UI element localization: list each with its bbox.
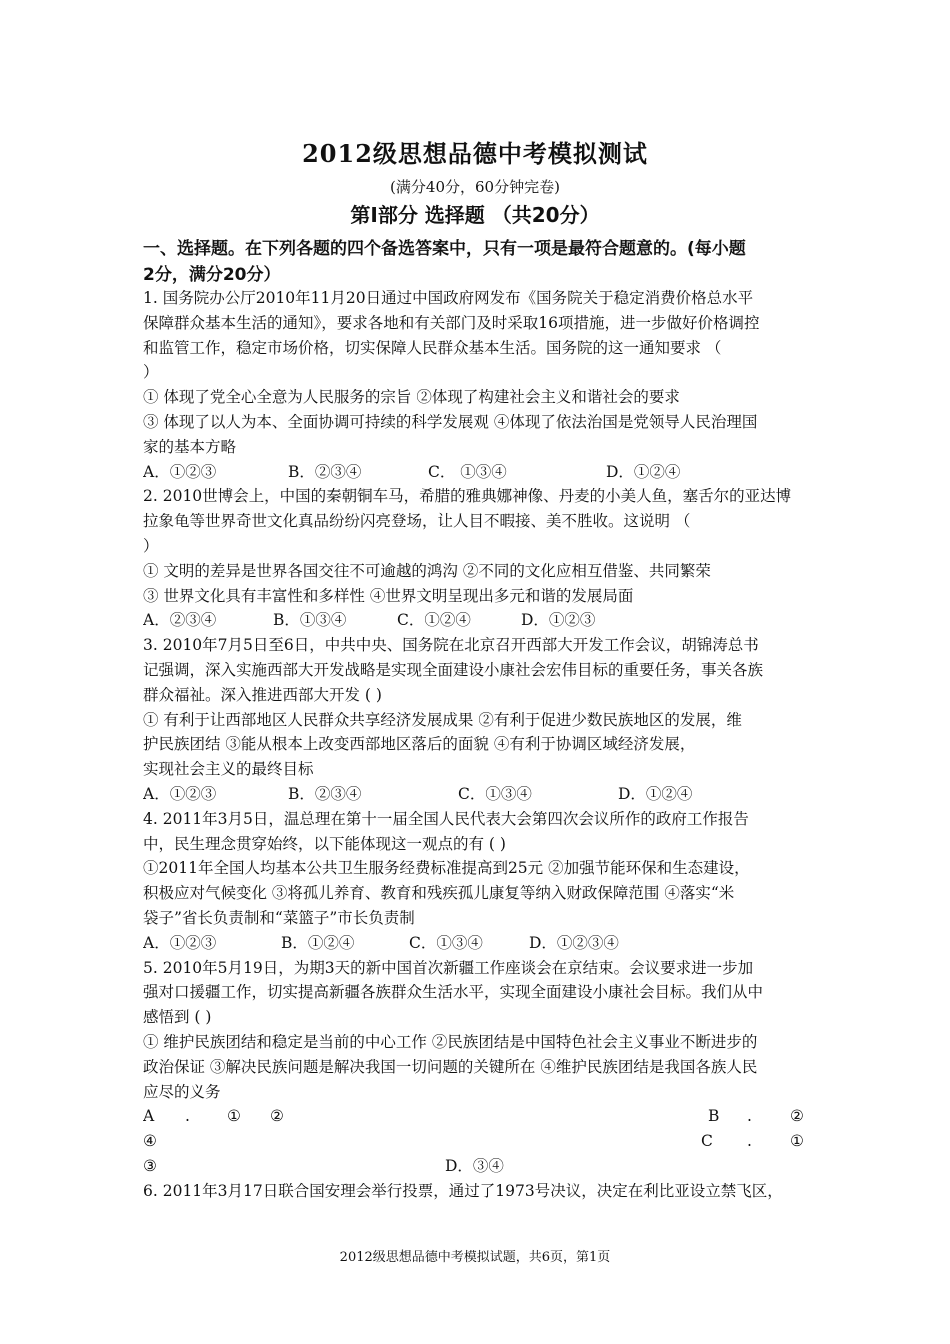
q1-option-a: A．①②③ [143, 462, 217, 481]
q2-line: 拉象龟等世界奇世文化真品纷纷闪亮登场，让人目不暇接、美不胜收。这说明 （ [143, 512, 691, 531]
q2-option-b: B．①③④ [273, 611, 347, 630]
q2-line: ） [143, 536, 159, 555]
q4-line: ①2011年全国人均基本公共卫生服务经费标准提高到25元 ②加强节能环保和生态建设， [143, 859, 750, 878]
q5-line: 感悟到 ( ) [143, 1008, 212, 1027]
q5-option-a-n1: ① [227, 1107, 241, 1126]
q1-line: 家的基本方略 [143, 437, 237, 456]
q1-option-c: C． ①③④ [428, 462, 507, 481]
q6-line: 6. 2011年3月17日联合国安理会举行投票，通过了1973号决议，决定在利比亚设立禁飞区， [143, 1181, 783, 1200]
q3-options [143, 782, 813, 807]
q5-option-b-n1: ② [790, 1107, 804, 1126]
q5-option-c-dot: . [747, 1132, 752, 1151]
q1-line: 1. 国务院办公厅2010年11月20日通过中国政府网发布《国务院关于稳定消费价格总水平 [143, 289, 754, 307]
q3-option-d: D．①②④ [618, 784, 693, 803]
q4-line: 中，民生理念贯穿始终，以下能体现这一观点的有 ( ) [143, 834, 506, 853]
q3-line: 实现社会主义的最终目标 [143, 760, 314, 779]
q5-option-c-n1: ① [790, 1132, 804, 1151]
q2-options [143, 608, 813, 633]
q2-option-d: D．①②③ [521, 611, 596, 630]
q1-line: ③ 体现了以人为本、全面协调可持续的科学发展观 ④体现了依法治国是党领导人民治理国 [143, 412, 758, 431]
q5-option-b-letter: B [708, 1107, 720, 1126]
q5-line: 政治保证 ③解决民族问题是解决我国一切问题的关键所在 ④维护民族团结是我国各族人民 [143, 1057, 758, 1076]
q3-line: 护民族团结 ③能从根本上改变西部地区落后的面貌 ④有利于协调区域经济发展， [143, 735, 696, 754]
q5-options-row3 [143, 1154, 813, 1179]
q5-option-b-dot: . [747, 1107, 752, 1126]
q4-options [143, 931, 813, 956]
question-body [143, 286, 813, 1203]
q2-option-a: A．②③④ [143, 611, 217, 630]
q3-option-b: B．②③④ [288, 784, 362, 803]
q5-option-c-n2: ③ [143, 1156, 157, 1175]
q5-options-row1 [143, 1104, 813, 1129]
q3-line: 3. 2010年7月5日至6日，中共中央、国务院在北京召开西部大开发工作会议，胡锦涛总书 [143, 636, 759, 655]
q5-option-a-n2: ② [270, 1107, 284, 1126]
q2-option-c: C．①②④ [397, 611, 471, 630]
q5-line: 强对口援疆工作，切实提高新疆各族群众生活水平，实现全面建设小康社会目标。我们从中 [143, 983, 764, 1002]
page-title: 2012级思想品德中考模拟测试 [302, 139, 648, 168]
q4-option-b: B．①②④ [281, 933, 355, 952]
q2-line: 2. 2010世博会上，中国的秦朝铜车马，希腊的雅典娜神像、丹麦的小美人鱼，塞舌尔的亚达博 [143, 487, 792, 506]
section-line: 2分，满分20分） [143, 265, 281, 285]
q1-option-b: B．②③④ [288, 462, 362, 481]
q1-line: 保障群众基本生活的通知》，要求各地和有关部门及时采取16项措施，进一步做好价格调控 [143, 313, 760, 332]
q4-line: 袋子”省长负责制和“菜篮子”市长负责制 [143, 908, 415, 927]
q5-line: 应尽的义务 [143, 1082, 221, 1101]
q3-line: 群众福祉。深入推进西部大开发 ( ) [143, 685, 382, 704]
q1-line: ） [143, 363, 159, 382]
q5-option-b-n2: ④ [143, 1132, 157, 1151]
section-instructions [143, 236, 813, 288]
q4-line: 积极应对气候变化 ③将孤儿养育、教育和残疾孤儿康复等纳入财政保障范围 ④落实“米 [143, 884, 735, 903]
q4-line: 4. 2011年3月5日，温总理在第十一届全国人民代表大会第四次会议所作的政府工作报告 [143, 809, 749, 828]
q5-line: 5. 2010年5月19日，为期3天的新中国首次新疆工作座谈会在京结束。会议要求进一步加 [143, 958, 754, 977]
q1-line: ① 体现了党全心全意为人民服务的宗旨 ②体现了构建社会主义和谐社会的要求 [143, 388, 680, 407]
q3-line: 记强调，深入实施西部大开发战略是实现全面建设小康社会宏伟目标的重要任务，事关各族 [143, 660, 764, 679]
q4-option-a: A．①②③ [143, 933, 217, 952]
q5-option-a-letter: A [143, 1107, 155, 1126]
q5-option-c-letter: C [701, 1132, 713, 1151]
q3-line: ① 有利于让西部地区人民群众共享经济发展成果 ②有利于促进少数民族地区的发展，维 [143, 710, 742, 729]
q2-line: ③ 世界文化具有丰富性和多样性 ④世界文明呈现出多元和谐的发展局面 [143, 586, 634, 605]
q5-option-d: D．③④ [445, 1156, 504, 1175]
q1-options [143, 460, 813, 485]
q1-option-d: D．①②④ [606, 462, 681, 481]
q1-line: 和监管工作，稳定市场价格，切实保障人民群众基本生活。国务院的这一通知要求 （ [143, 338, 722, 357]
part-heading: 第Ⅰ部分 选择题 （共20分） [350, 203, 600, 227]
section-line: 一、选择题。在下列各题的四个备选答案中，只有一项是最符合题意的。(每小题 [143, 239, 746, 259]
page-subtitle: (满分40分，60分钟完卷) [390, 178, 560, 196]
q5-options-row2 [143, 1129, 813, 1154]
q2-line: ① 文明的差异是世界各国交往不可逾越的鸿沟 ②不同的文化应相互借鉴、共同繁荣 [143, 561, 711, 580]
page-footer: 2012级思想品德中考模拟试题，共6页，第1页 [339, 1250, 611, 1265]
q4-option-c: C．①③④ [409, 933, 483, 952]
q5-line: ① 维护民族团结和稳定是当前的中心工作 ②民族团结是中国特色社会主义事业不断进步的 [143, 1032, 758, 1051]
q3-option-c: C．①③④ [458, 784, 532, 803]
q4-option-d: D．①②③④ [529, 933, 619, 952]
q5-option-a-dot: . [185, 1107, 190, 1126]
q3-option-a: A．①②③ [143, 784, 217, 803]
